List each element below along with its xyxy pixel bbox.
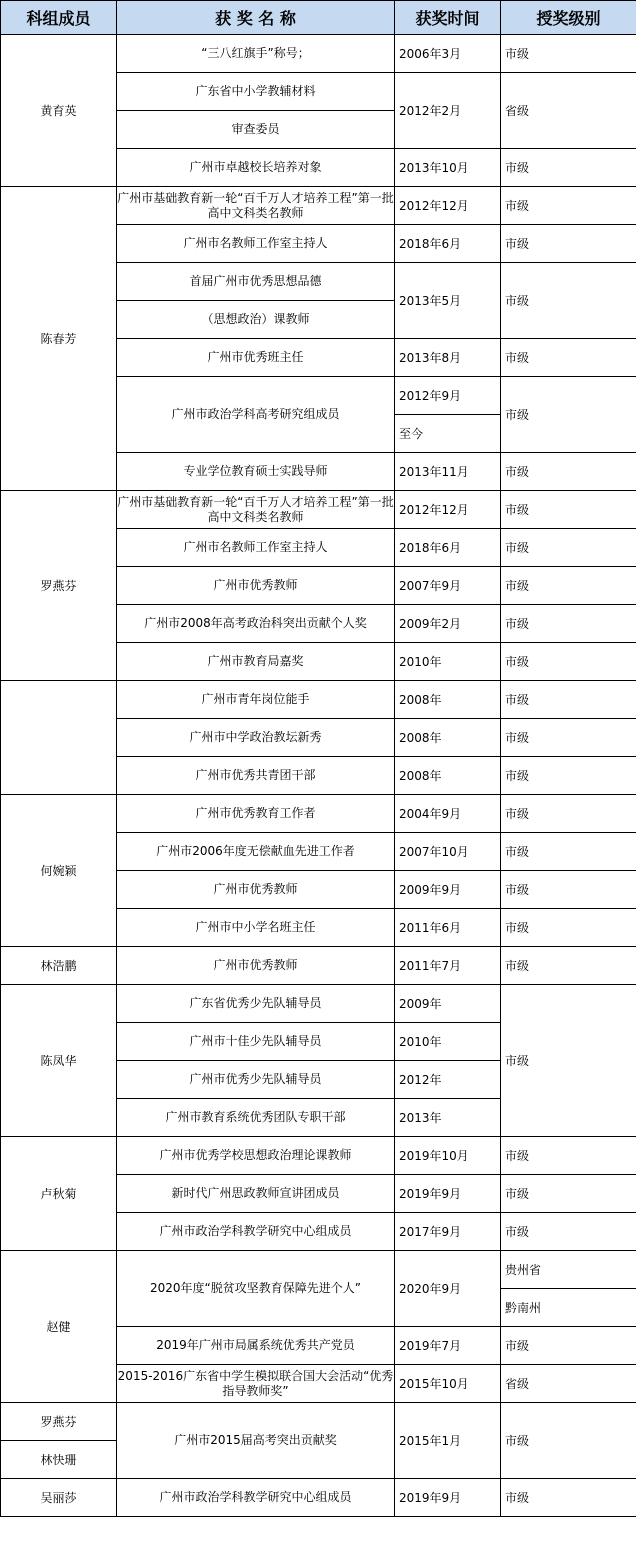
award-cell: 广州市中学政治教坛新秀 <box>117 719 395 757</box>
award-cell: 广州市优秀共青团干部 <box>117 757 395 795</box>
date-cell: 2004年9月 <box>395 795 501 833</box>
date-cell: 2019年10月 <box>395 1137 501 1175</box>
date-cell: 2009年9月 <box>395 871 501 909</box>
award-cell: 广州市政治学科教学研究中心组成员 <box>117 1213 395 1251</box>
date-cell: 2013年11月 <box>395 453 501 491</box>
award-cell: 广东省中小学教辅材料 <box>117 73 395 111</box>
member-cell <box>1 681 117 795</box>
table-row <box>1 1479 636 1517</box>
award-cell: “三八红旗手”称号； <box>117 35 395 73</box>
date-cell: 2015年10月 <box>395 1365 501 1403</box>
member-cell: 陈凤华 <box>1 985 117 1137</box>
award-cell: 广州市优秀教师 <box>117 947 395 985</box>
table-row <box>1 795 636 833</box>
header-award: 获 奖 名 称 <box>117 1 395 35</box>
member-cell: 罗燕芬 <box>1 1403 117 1441</box>
level-cell: 省级 <box>501 73 636 149</box>
date-cell: 2007年10月 <box>395 833 501 871</box>
level-cell: 市级 <box>501 1137 636 1175</box>
member-cell: 黄育英 <box>1 35 117 187</box>
date-cell: 2013年10月 <box>395 149 501 187</box>
level-cell: 市级 <box>501 567 636 605</box>
header-row <box>1 1 636 35</box>
date-cell: 2019年9月 <box>395 1479 501 1517</box>
level-cell: 市级 <box>501 643 636 681</box>
level-cell: 市级 <box>501 1403 636 1479</box>
level-cell: 市级 <box>501 757 636 795</box>
date-cell: 2013年8月 <box>395 339 501 377</box>
date-cell: 2019年9月 <box>395 1175 501 1213</box>
award-cell: 广州市基础教育新一轮“百千万人才培养工程”第一批高中文科类名教师 <box>117 187 395 225</box>
level-cell: 市级 <box>501 871 636 909</box>
date-cell: 2008年 <box>395 757 501 795</box>
table-row <box>1 187 636 225</box>
level-cell: 市级 <box>501 149 636 187</box>
level-cell: 市级 <box>501 187 636 225</box>
member-cell: 陈春芳 <box>1 187 117 491</box>
award-cell: 广州市卓越校长培养对象 <box>117 149 395 187</box>
level-cell: 市级 <box>501 1327 636 1365</box>
award-cell: 广州市政治学科高考研究组成员 <box>117 377 395 453</box>
header-member: 科组成员 <box>1 1 117 35</box>
level-cell: 市级 <box>501 529 636 567</box>
level-cell: 市级 <box>501 263 636 339</box>
header-level: 授奖级别 <box>501 1 636 35</box>
level-cell: 市级 <box>501 339 636 377</box>
table-row <box>1 681 636 719</box>
header-date: 获奖时间 <box>395 1 501 35</box>
level-cell: 市级 <box>501 795 636 833</box>
member-cell: 卢秋菊 <box>1 1137 117 1251</box>
award-cell: 专业学位教育硕士实践导师 <box>117 453 395 491</box>
award-cell: 广州市名教师工作室主持人 <box>117 225 395 263</box>
date-cell: 2010年 <box>395 643 501 681</box>
award-cell: 审查委员 <box>117 111 395 149</box>
date-cell: 2012年 <box>395 1061 501 1099</box>
member-cell: 林浩鹏 <box>1 947 117 985</box>
member-cell: 林快珊 <box>1 1441 117 1479</box>
date-cell: 2009年2月 <box>395 605 501 643</box>
award-cell: 首届广州市优秀思想品德 <box>117 263 395 301</box>
date-cell: 2008年 <box>395 719 501 757</box>
date-cell: 2007年9月 <box>395 567 501 605</box>
award-cell: 广州市十佳少先队辅导员 <box>117 1023 395 1061</box>
date-cell: 2012年9月 <box>395 377 501 415</box>
member-cell: 罗燕芬 <box>1 491 117 681</box>
award-cell: 广州市中小学名班主任 <box>117 909 395 947</box>
award-cell: （思想政治）课教师 <box>117 301 395 339</box>
level-cell: 市级 <box>501 681 636 719</box>
level-cell: 市级 <box>501 35 636 73</box>
date-cell: 2013年5月 <box>395 263 501 339</box>
table-row <box>1 35 636 73</box>
level-cell: 市级 <box>501 947 636 985</box>
member-cell: 吴丽莎 <box>1 1479 117 1517</box>
date-cell: 2006年3月 <box>395 35 501 73</box>
date-cell: 2009年 <box>395 985 501 1023</box>
award-cell: 广州市优秀教师 <box>117 567 395 605</box>
award-cell: 2015-2016广东省中学生模拟联合国大会活动“优秀指导教师奖” <box>117 1365 395 1403</box>
date-cell: 2018年6月 <box>395 225 501 263</box>
award-cell: 广州市基础教育新一轮“百千万人才培养工程”第一批高中文科类名教师 <box>117 491 395 529</box>
award-cell: 广州市青年岗位能手 <box>117 681 395 719</box>
award-cell: 广州市教育系统优秀团队专职干部 <box>117 1099 395 1137</box>
member-cell: 赵健 <box>1 1251 117 1403</box>
level-cell: 贵州省 <box>501 1251 636 1289</box>
date-cell: 2011年7月 <box>395 947 501 985</box>
table-row <box>1 947 636 985</box>
award-cell: 广州市名教师工作室主持人 <box>117 529 395 567</box>
level-cell: 市级 <box>501 225 636 263</box>
date-cell: 2019年7月 <box>395 1327 501 1365</box>
level-cell: 市级 <box>501 1175 636 1213</box>
award-cell: 广州市优秀少先队辅导员 <box>117 1061 395 1099</box>
level-cell: 市级 <box>501 909 636 947</box>
level-cell: 市级 <box>501 985 636 1137</box>
award-cell: 广州市2008年高考政治科突出贡献个人奖 <box>117 605 395 643</box>
date-cell: 2017年9月 <box>395 1213 501 1251</box>
date-cell: 2018年6月 <box>395 529 501 567</box>
date-cell: 2011年6月 <box>395 909 501 947</box>
level-cell: 市级 <box>501 453 636 491</box>
date-cell: 2015年1月 <box>395 1403 501 1479</box>
award-cell: 广州市优秀教育工作者 <box>117 795 395 833</box>
award-cell: 广州市2015届高考突出贡献奖 <box>117 1403 395 1479</box>
level-cell: 黔南州 <box>501 1289 636 1327</box>
date-cell: 2020年9月 <box>395 1251 501 1327</box>
award-cell: 广州市政治学科教学研究中心组成员 <box>117 1479 395 1517</box>
date-cell: 2013年 <box>395 1099 501 1137</box>
date-cell: 2012年12月 <box>395 187 501 225</box>
level-cell: 市级 <box>501 1213 636 1251</box>
level-cell: 市级 <box>501 491 636 529</box>
date-cell: 2012年2月 <box>395 73 501 149</box>
date-cell: 2012年12月 <box>395 491 501 529</box>
member-cell: 何婉颖 <box>1 795 117 947</box>
date-cell: 2010年 <box>395 1023 501 1061</box>
date-cell: 至今 <box>395 415 501 453</box>
table-row <box>1 1137 636 1175</box>
level-cell: 市级 <box>501 605 636 643</box>
table-row <box>1 985 636 1023</box>
award-cell: 2019年广州市局属系统优秀共产党员 <box>117 1327 395 1365</box>
award-cell: 2020年度“脱贫攻坚教育保障先进个人” <box>117 1251 395 1327</box>
level-cell: 市级 <box>501 833 636 871</box>
award-cell: 广东省优秀少先队辅导员 <box>117 985 395 1023</box>
award-cell: 广州市教育局嘉奖 <box>117 643 395 681</box>
date-cell: 2008年 <box>395 681 501 719</box>
award-cell: 新时代广州思政教师宣讲团成员 <box>117 1175 395 1213</box>
table-row <box>1 1251 636 1289</box>
level-cell: 省级 <box>501 1365 636 1403</box>
table-row <box>1 1403 636 1441</box>
award-cell: 广州市优秀教师 <box>117 871 395 909</box>
level-cell: 市级 <box>501 377 636 453</box>
award-cell: 广州市2006年度无偿献血先进工作者 <box>117 833 395 871</box>
award-cell: 广州市优秀班主任 <box>117 339 395 377</box>
award-cell: 广州市优秀学校思想政治理论课教师 <box>117 1137 395 1175</box>
level-cell: 市级 <box>501 719 636 757</box>
level-cell: 市级 <box>501 1479 636 1517</box>
